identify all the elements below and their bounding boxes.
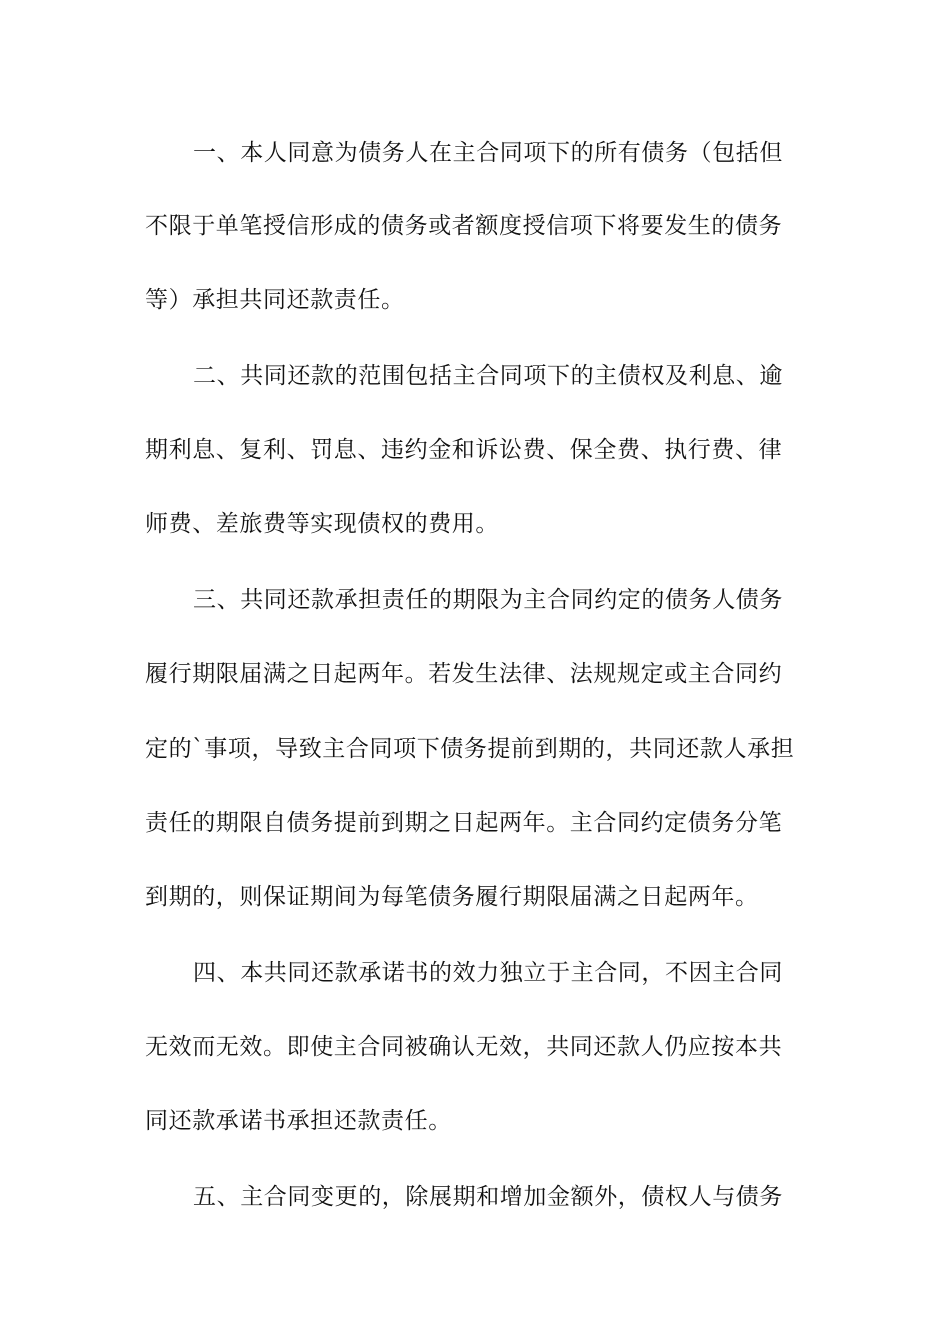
paragraph-2-line-1: 二、共同还款的范围包括主合同项下的主债权及利息、逾: [193, 363, 783, 389]
paragraph-4-line-3: 同还款承诺书承担还款责任。: [145, 1108, 452, 1134]
paragraph-3-line-2: 履行期限届满之日起两年。若发生法律、法规规定或主合同约: [145, 661, 783, 687]
paragraph-3-line-1: 三、共同还款承担责任的期限为主合同约定的债务人债务: [193, 587, 783, 613]
paragraph-3-line-3: 定的`事项，导致主合同项下债务提前到期的，共同还款人承担: [145, 736, 795, 762]
paragraph-3-line-4: 责任的期限自债务提前到期之日起两年。主合同约定债务分笔: [145, 810, 783, 836]
paragraph-3-line-5: 到期的，则保证期间为每笔债务履行期限届满之日起两年。: [145, 884, 759, 910]
paragraph-2-line-3: 师费、差旅费等实现债权的费用。: [145, 511, 499, 537]
paragraph-4-line-1: 四、本共同还款承诺书的效力独立于主合同，不因主合同: [193, 960, 783, 986]
paragraph-4-line-2: 无效而无效。即使主合同被确认无效，共同还款人仍应按本共: [145, 1034, 783, 1060]
paragraph-2-line-2: 期利息、复利、罚息、违约金和诉讼费、保全费、执行费、律: [145, 437, 783, 463]
paragraph-1-line-1: 一、本人同意为债务人在主合同项下的所有债务（包括但: [193, 140, 783, 166]
paragraph-1-line-2: 不限于单笔授信形成的债务或者额度授信项下将要发生的债务: [145, 213, 783, 239]
paragraph-1-line-3: 等）承担共同还款责任。: [145, 287, 405, 313]
paragraph-5-line-1: 五、主合同变更的，除展期和增加金额外，债权人与债务: [193, 1184, 783, 1210]
